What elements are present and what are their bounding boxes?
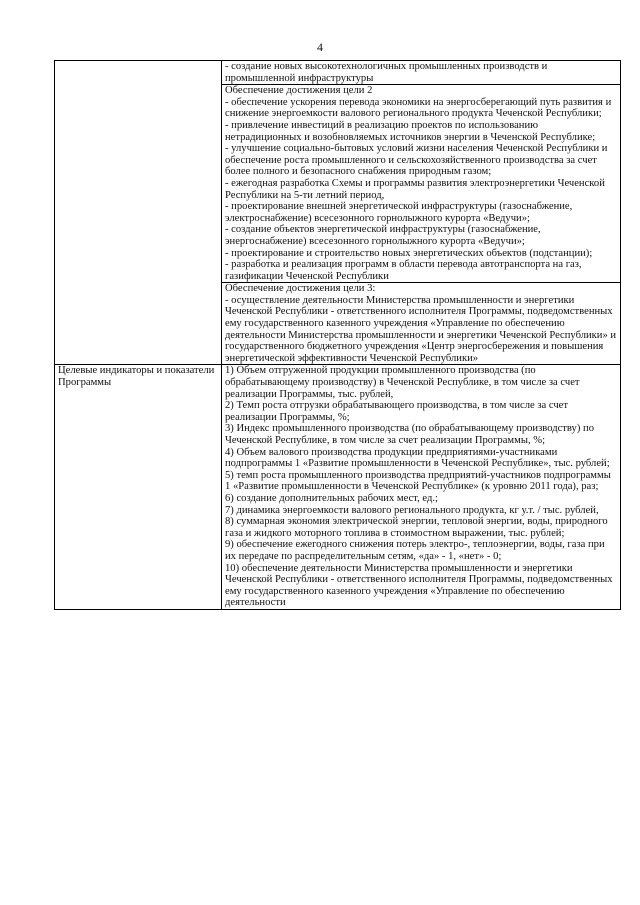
paragraph: - ежегодная разработка Схемы и программы развития электроэнергетики Чеченской Республики на 5-ти летний период, xyxy=(225,177,605,201)
paragraph: Обеспечение достижения цели 2 xyxy=(225,85,373,97)
paragraph: Обеспечение достижения цели 3: xyxy=(225,283,376,295)
paragraph: - разработка и реализация программ в области перевода автотранспорта на газ, газификации Чеченской Республики xyxy=(225,259,582,282)
paragraph: - улучшение социально-бытовых условий жизни населения Чеченской Республики и обеспечение роста промышленного и сельскохозяйственного производства за счет более полного и безопасного снабжения природным газом; xyxy=(225,143,608,178)
page-number: 4 xyxy=(317,40,323,54)
paragraph: 7) динамика энергоемкости валового регионального продукта, кг у.т. / тыс. рублей, xyxy=(225,504,599,516)
paragraph: 1) Объем отгруженной продукции промышленного производства (по обрабатывающему производству) в Чеченской Республике, в том числе за счет реализации Программы, тыс. рублей, xyxy=(225,365,580,400)
paragraph: - создание новых высокотехнологичных промышленных производств и промышленной инфраструктуры xyxy=(225,61,548,84)
row-label: Целевые индикаторы и показатели Программы xyxy=(55,365,222,609)
row-content-block xyxy=(222,365,621,609)
paragraph: - привлечение инвестиций в реализацию проектов по использованию нетрадиционных и возобновляемых источников энергии в Чеченской Республике; xyxy=(225,119,596,143)
paragraph: - осуществление деятельности Министерства промышленности и энергетики Чеченской Республики - ответственного исполнителя Программы, подведомственных ему государственного казенного учреждения «Управление по обеспечению деятельности Министерства промышленности и энергетики Чеченской Республики» и государственного бюджетного учреждения «Центр энергосбережения и повышения энергетической эффективности Чеченской Республики» xyxy=(225,294,617,364)
paragraph: 2) Темп роста отгрузки обрабатывающего производства, в том числе за счет реализации Программы, %; xyxy=(225,400,569,423)
program-passport-table xyxy=(54,60,621,610)
paragraph: 5) темп роста промышленного производства предприятий-участников подпрограммы 1 «Развитие промышленности в Чеченской Республике» (к уровню 2011 года), раз; xyxy=(225,469,611,493)
row-content-block xyxy=(222,61,621,85)
row-content-block xyxy=(222,85,621,283)
paragraph: 4) Объем валового производства продукции предприятиями-участниками подпрограммы 1 «Развитие промышленности в Чеченской Республике», тыс. рублей; xyxy=(225,446,610,470)
paragraph: 6) создание дополнительных рабочих мест, ед.; xyxy=(225,492,438,504)
row-content-block xyxy=(222,283,621,365)
paragraph: - обеспечение ускорения перевода экономики на энергосберегающий путь развития и снижение энергоемкости валового регионального продукта Чеченской Республики; xyxy=(225,96,612,120)
paragraph: - создание объектов энергетической инфраструктуры (газоснабжение, энергоснабжение) всесезонного горнолыжного курорта «Ведучи»; xyxy=(225,224,541,247)
paragraph: 10) обеспечение деятельности Министерства промышленности и энергетики Чеченской Республики - ответственного исполнителя Программы, подведомственных ему государственного казенного учреждения «Управление по обеспечению деятельности xyxy=(225,562,613,609)
paragraph: - проектирование и строительство новых энергетических объектов (подстанции); xyxy=(225,247,593,259)
table-row xyxy=(55,61,621,85)
row-label xyxy=(55,61,222,365)
paragraph: 8) суммарная экономия электрической энергии, тепловой энергии, воды, природного газа и жидкого моторного топлива в стоимостном выражении, тыс. рублей; xyxy=(225,516,608,539)
paragraph: 9) обеспечение ежегодного снижения потерь электро-, теплоэнергии, воды, газа при их передаче по распределительным сетям, «да» - 1, «нет» - 0; xyxy=(225,539,605,562)
table-row xyxy=(55,365,621,609)
paragraph: - проектирование внешней энергетической инфраструктуры (газоснабжение, электроснабжение) всесезонного горнолыжного курорта «Ведучи»; xyxy=(225,201,573,224)
paragraph: 3) Индекс промышленного производства (по обрабатывающему производству) по Чеченской Республике, в том числе за счет реализации Программы, %; xyxy=(225,423,595,446)
